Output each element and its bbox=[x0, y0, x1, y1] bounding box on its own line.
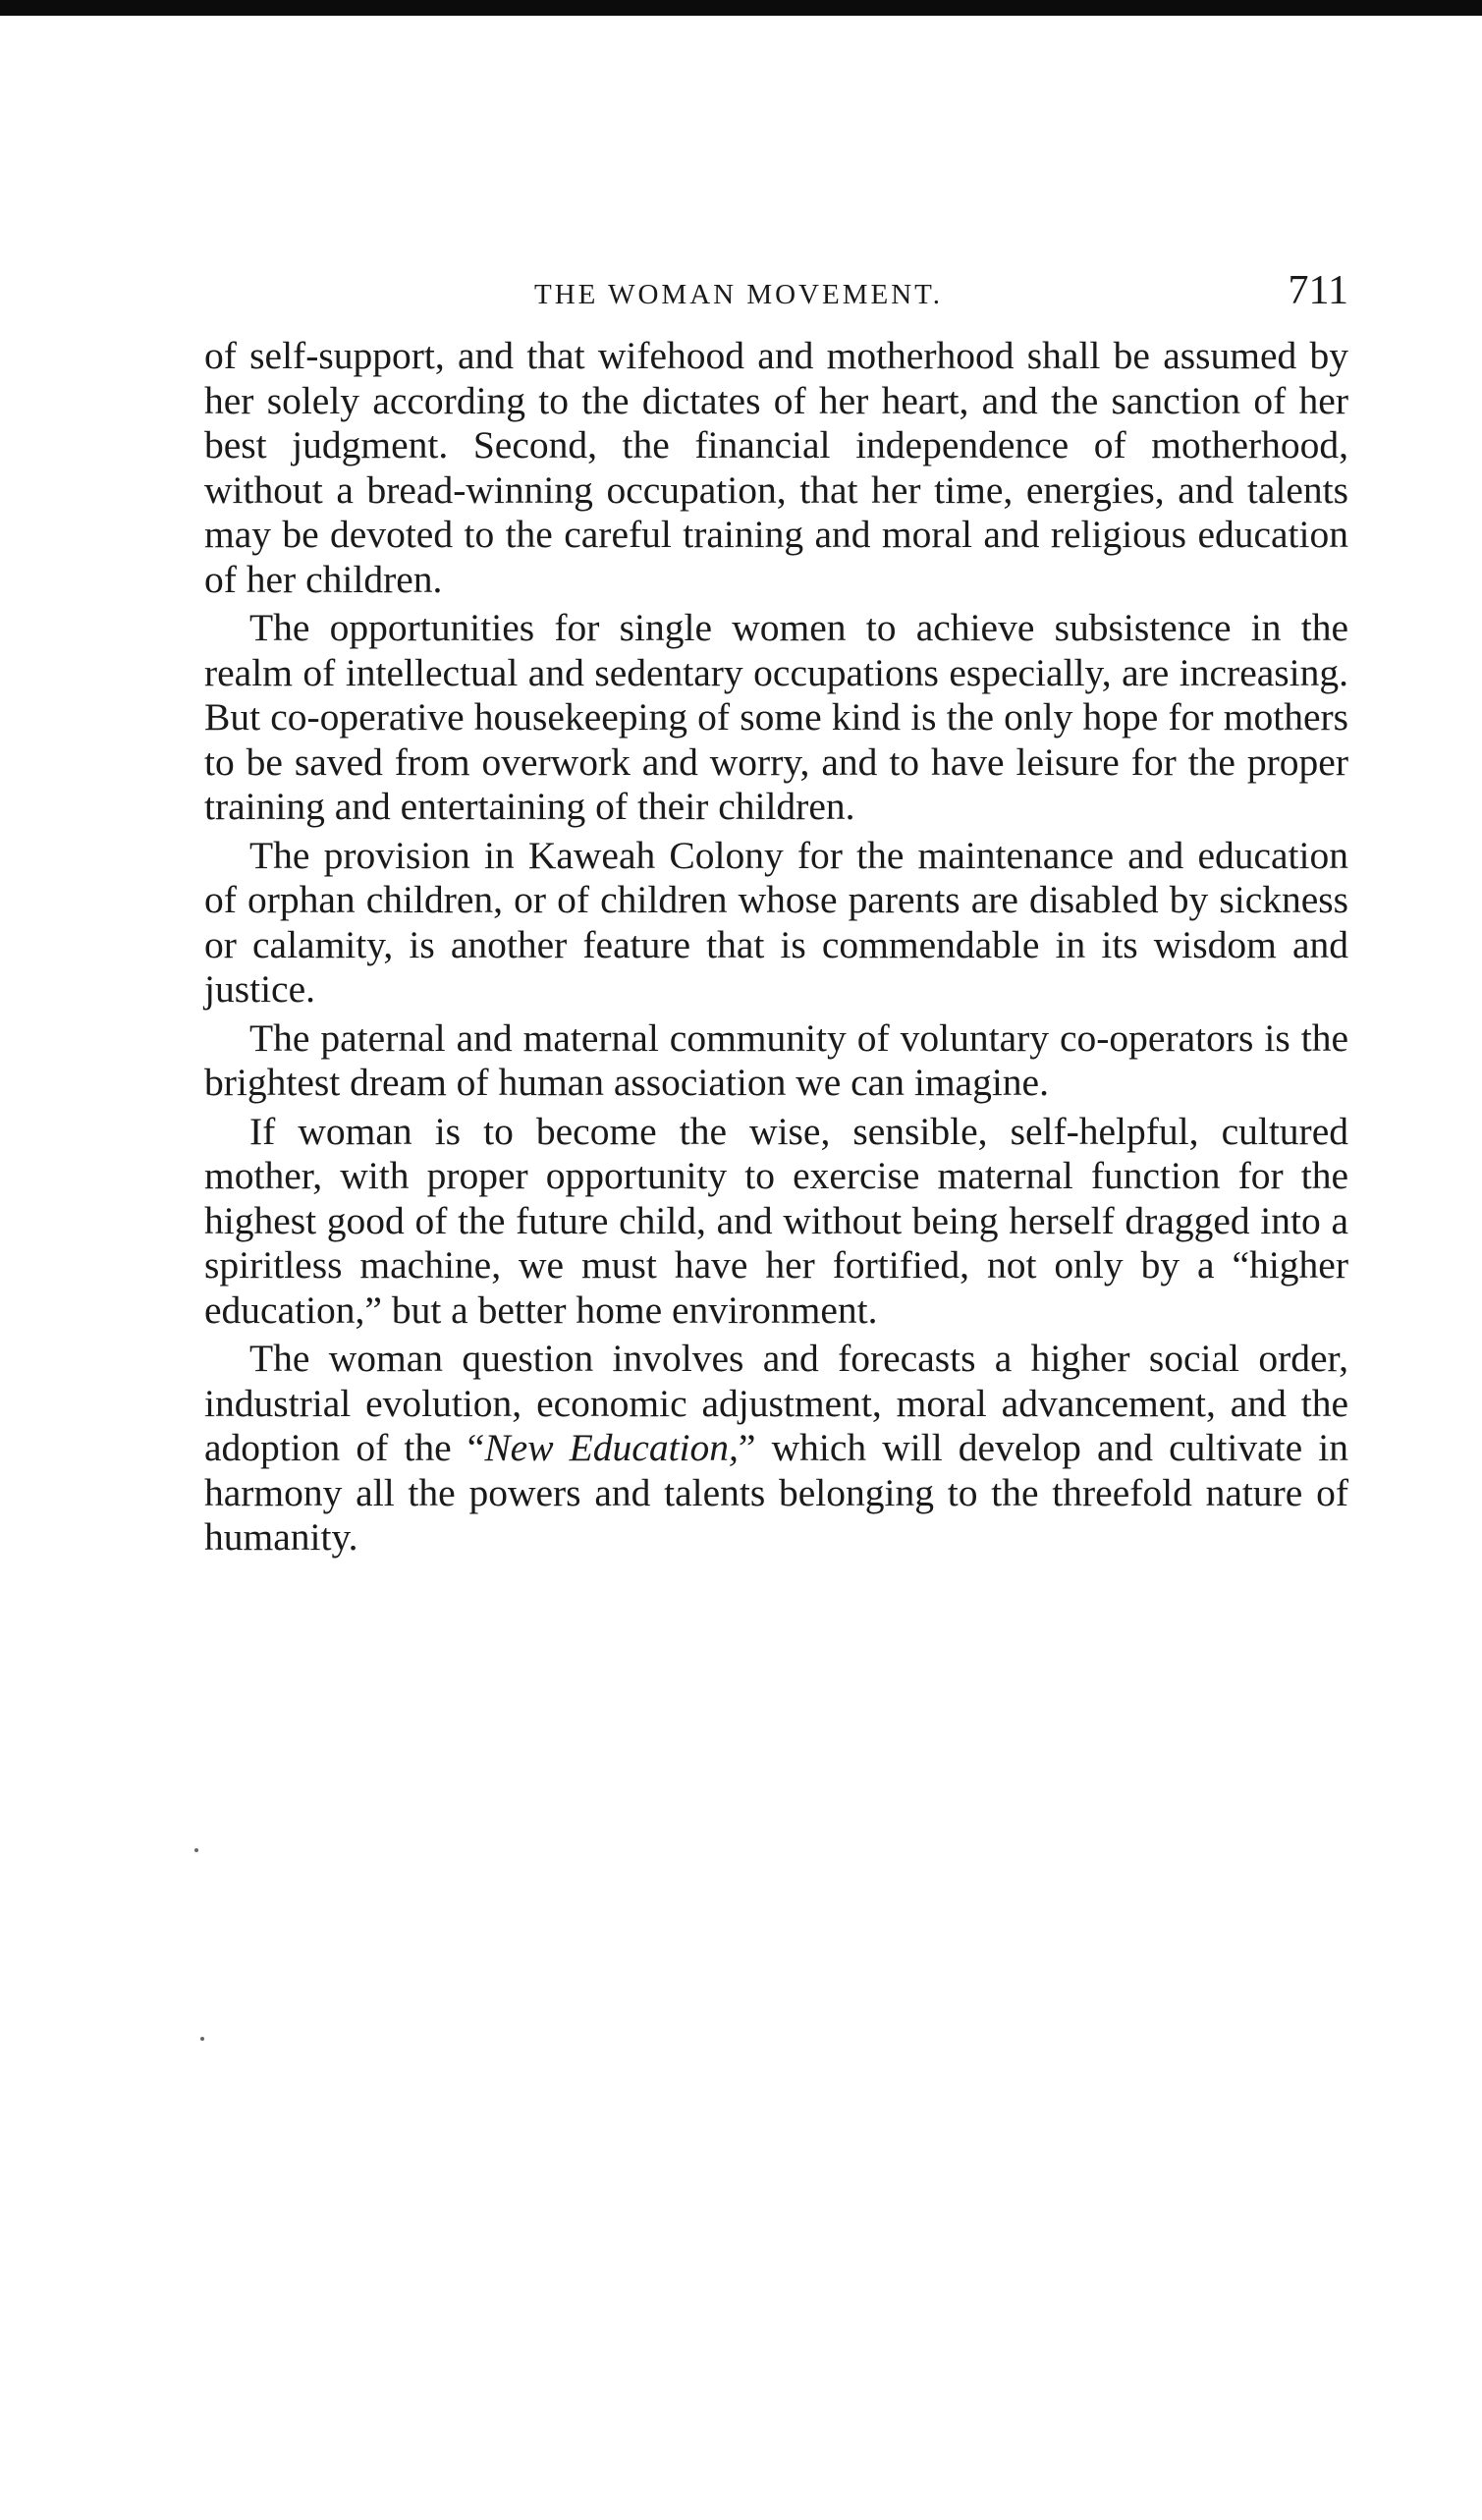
body-text bbox=[204, 334, 1348, 1561]
book-page bbox=[204, 265, 1348, 1564]
woman-question-text-after: ” which will develop and cultivate in harmony all the powers and talents belonging to the threefold nature of humanity. bbox=[204, 1426, 1348, 1559]
paragraph-opportunities: The opportunities for single women to achieve subsistence in the realm of intellectual and sedentary occupations especially, are increasing. But co-operative housekeeping of some kind is the only hope for mothers to be saved from overwork and worry, and to have leisure for the proper training and entertaining of their children. bbox=[204, 606, 1348, 828]
paragraph-community: The paternal and maternal community of voluntary co-operators is the brightest dream of human association we can imagine. bbox=[204, 1015, 1348, 1104]
top-edge-rule bbox=[0, 0, 1482, 16]
print-speck bbox=[194, 1848, 198, 1852]
paragraph-kaweah-colony: The provision in Kaweah Colony for the maintenance and education of orphan children, or of children whose parents are disabled by sickness or calamity, is another feature that is commendable in its wisdom and justice. bbox=[204, 833, 1348, 1011]
new-education-italic: New Education, bbox=[484, 1426, 739, 1469]
running-title: THE WOMAN MOVEMENT. bbox=[534, 279, 943, 310]
print-speck bbox=[200, 2037, 204, 2041]
page-number: 711 bbox=[1288, 268, 1348, 313]
paragraph-self-support: of self-support, and that wifehood and motherhood shall be assumed by her solely according to the dictates of her heart, and the sanction of her best judgment. Second, the financial independence of motherhood, without a bread-winning occupation, that her time, energies, and talents may be devoted to the careful training and moral and religious education of her children. bbox=[204, 334, 1348, 601]
woman-question-text-before: The woman question involves and forecasts a higher social order, industrial evolution, economic adjustment, moral advancement, and the adoption of the “ bbox=[204, 1337, 1348, 1469]
running-head bbox=[204, 265, 1348, 324]
paragraph-cultured-mother: If woman is to become the wise, sensible, self-helpful, cultured mother, with proper opportunity to exercise maternal function for the highest good of the future child, and without being herself dragged into a spiritless machine, we must have her fortified, not only by a “higher education,” but a better home environment. bbox=[204, 1109, 1348, 1332]
paragraph-woman-question bbox=[204, 1337, 1348, 1561]
